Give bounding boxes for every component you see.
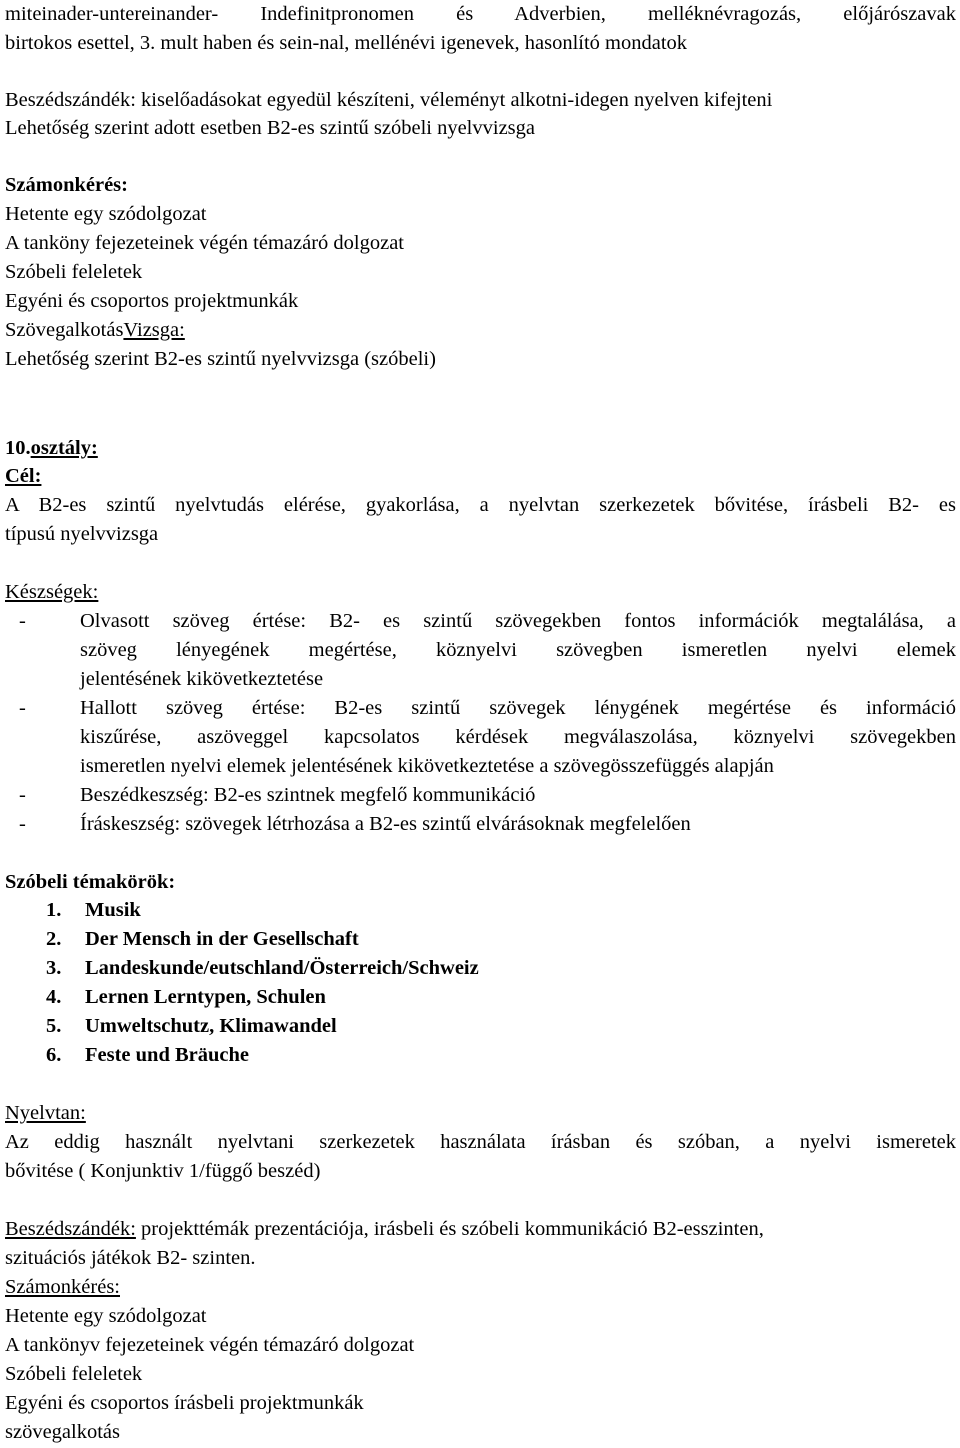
szamonkeres2-item: A tankönyv fejezeteinek végén témazáró dolgozat [5, 1334, 415, 1356]
list-text: Lernen Lerntypen, Schulen [85, 986, 326, 1008]
list-text: Musik [85, 899, 141, 921]
nyelvtan-line-1: Az eddig használt nyelvtani szerkezetek használata írásban és szóban, a nyelvi ismeretek [5, 1131, 956, 1153]
beszedszandek-text: projekttémák prezentációja, irásbeli és szóbeli kommunikáció B2-esszinten, [135, 1218, 764, 1240]
top-line-2: birtokos esettel, 3. mult haben és sein-nal, mellénévi igenevek, hasonlító mondatok [5, 32, 688, 54]
list-item [5, 925, 956, 954]
hallott-line-2: kiszűrése, aszöveggel kapcsolatos kérdések megválaszolása, köznyelvi szövegekben [80, 726, 956, 748]
list-number: 2. [46, 928, 62, 950]
hallott-line-3: ismeretlen nyelvi elemek jelentésének kikövetkeztetése a szövegösszefüggés alapján [80, 755, 774, 777]
cel-heading: Cél: [5, 465, 42, 487]
list-number: 4. [46, 986, 62, 1008]
list-text: Der Mensch in der Gesellschaft [85, 928, 359, 950]
beszed-line: Beszédkeszség: B2-es szintnek megfelő kommunikáció [80, 784, 536, 806]
olvasott-line-1: Olvasott szöveg értése: B2- es szintű szövegekben fontos információk megtalálása, a [80, 610, 956, 632]
vizsga-text: Lehetőség szerint B2-es szintű nyelvvizsga (szóbeli) [5, 348, 436, 370]
list-number: 6. [46, 1044, 62, 1066]
top-line-3: Beszédszándék: kiselőadásokat egyedül készíteni, véleményt alkotni-idegen nyelven kifejteni [5, 89, 773, 111]
list-text: Umweltschutz, Klimawandel [85, 1015, 337, 1037]
list-item [5, 1041, 956, 1070]
iras-line: Íráskeszség: szövegek létrhozása a B2-es szintű elvárásoknak megfelelően [80, 813, 691, 835]
beszedszandek-line-2: szituációs játékok B2- szinten. [5, 1247, 256, 1269]
szamonkeres-item: Hetente egy szódolgozat [5, 203, 207, 225]
szovegalkotas-text: Szövegalkotás [5, 319, 124, 341]
list-item [5, 954, 956, 983]
list-item [5, 896, 956, 925]
top-line-4: Lehetőség szerint adott esetben B2-es szintű szóbeli nyelvvizsga [5, 117, 535, 139]
olvasott-line-2: szöveg lényegének megértése, köznyelvi szövegben ismeretlen nyelvi elemek [80, 639, 956, 661]
szamonkeres-item: A tanköny fejezeteinek végén témazáró dolgozat [5, 232, 404, 254]
list-item [5, 1012, 956, 1041]
olvasott-line-3: jelentésének kikövetkeztetése [80, 668, 324, 690]
szamonkeres-heading-1: Számonkérés: [5, 174, 128, 196]
list-text: Feste und Bräuche [85, 1044, 249, 1066]
szamonkeres-item: Egyéni és csoportos projektmunkák [5, 290, 299, 312]
bullet-dash: - [19, 610, 26, 632]
nyelvtan-heading: Nyelvtan: [5, 1102, 86, 1124]
list-item [5, 983, 956, 1012]
cel-line-1: A B2-es szintű nyelvtudás elérése, gyakorlása, a nyelvtan szerkezetek bővitése, írásbeli B2- es [5, 494, 956, 516]
bullet-dash: - [19, 784, 26, 806]
szamonkeres2-item: Szóbeli feleletek [5, 1363, 143, 1385]
szamonkeres2-item: Hetente egy szódolgozat [5, 1305, 207, 1327]
temakorok-heading: Szóbeli témakörök: [5, 871, 176, 893]
hallott-line-1: Hallott szöveg értése: B2-es szintű szövegek lénygének megértése és információ [80, 697, 956, 719]
osztaly-label: osztály: [30, 437, 98, 459]
list-number: 1. [46, 899, 62, 921]
osztaly-number: 10. [5, 437, 31, 459]
list-number: 3. [46, 957, 62, 979]
beszedszandek-label: Beszédszándék: [5, 1218, 136, 1240]
vizsga-label: Vizsga: [123, 319, 185, 341]
cel-line-2: típusú nyelvvizsga [5, 523, 159, 545]
szamonkeres2-item: szövegalkotás [5, 1421, 120, 1443]
osztaly-heading [5, 434, 956, 463]
beszedszandek-line-1 [5, 1215, 956, 1244]
szamonkeres2-item: Egyéni és csoportos írásbeli projektmunkák [5, 1392, 364, 1414]
list-number: 5. [46, 1015, 62, 1037]
szamonkeres-heading-2: Számonkérés: [5, 1276, 120, 1298]
top-line-1: miteinader-untereinander- Indefinitpronomen és Adverbien, melléknévragozás, előjárószavak [5, 3, 956, 25]
bullet-dash: - [19, 697, 26, 719]
nyelvtan-line-2: bővitése ( Konjunktiv 1/függő beszéd) [5, 1160, 321, 1182]
keszsegek-heading: Készségek: [5, 581, 99, 603]
bullet-dash: - [19, 813, 26, 835]
szamonkeres-item: Szóbeli feleletek [5, 261, 143, 283]
szovegalkotas-vizsga-line [5, 316, 956, 345]
list-text: Landeskunde/eutschland/Österreich/Schweiz [85, 957, 479, 979]
